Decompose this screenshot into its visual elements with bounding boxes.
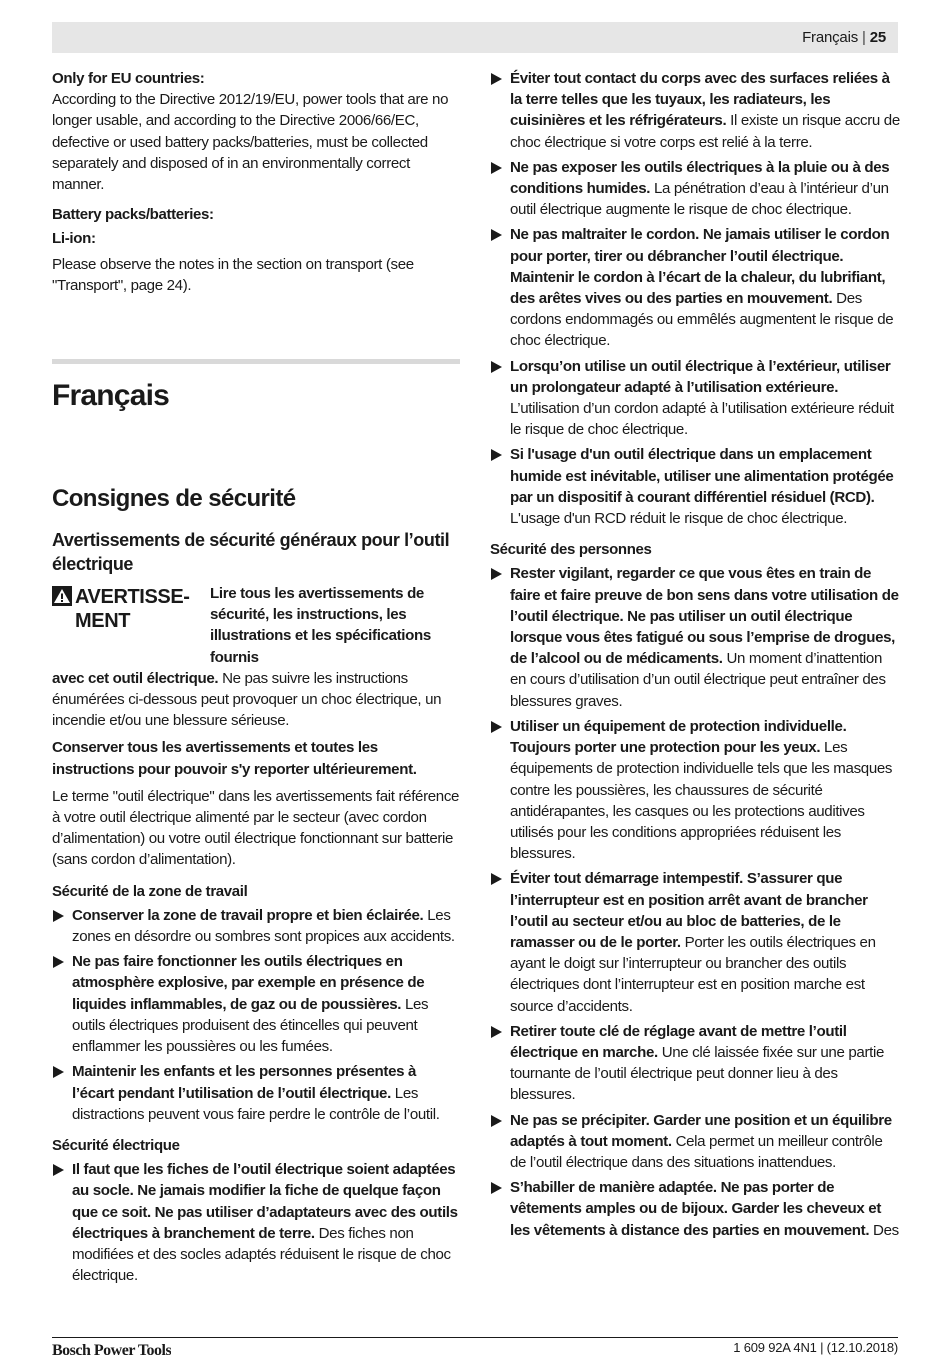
item-text: Cela permet un meilleur contrôle de l’outil électrique dans des situations inattendues. xyxy=(510,1132,883,1171)
item-bold: Éviter tout contact du corps avec des surfaces reliées à la terre telles que les tuyaux, les radiateurs, les cuisinières et les réfrigérateurs. xyxy=(510,70,890,130)
left-column xyxy=(52,68,460,1290)
bullet-icon xyxy=(491,568,502,580)
bullet-icon xyxy=(491,873,502,885)
item-bold: Lorsqu’on utilise un outil électrique à l’extérieur, utiliser un prolongateur adapté à l’utilisation extérieure. xyxy=(510,357,891,396)
item-text: Les outils électriques produisent des étincelles qui peuvent enflammer les poussières ou les fumées. xyxy=(72,995,429,1056)
bullet-icon xyxy=(491,1026,502,1038)
item-bold: Ne pas exposer les outils électriques à la pluie ou à des conditions humides. xyxy=(510,158,890,198)
work-area-title: Sécurité de la zone de travail xyxy=(52,882,248,900)
term-definition: Le terme "outil électrique" dans les avertissements fait référence à votre outil électrique alimenté par le secteur (avec cordon d’alimentation) ou votre outil électrique fonctionnant sur batterie (sans cordon d’alimentation). xyxy=(52,787,460,869)
section-divider xyxy=(52,359,460,364)
item-text: Les équipements de protection individuelle tels que les masques contre les poussières, les chaussures de sécurité antidérapantes, les casques ou les protections auditives utilisés pour les conditions appropriées réduisent les blessures. xyxy=(510,739,893,863)
item-text: Porter les outils électriques en ayant le doigt sur l’interrupteur ou brancher des outils électriques dont l’interrupteur est en position marche est source d’accidents. xyxy=(510,933,876,1015)
item-text: Les zones en désordre ou sombres sont propices aux accidents. xyxy=(72,906,455,946)
liion-text: Please observe the notes in the section on transport (see "Transport", page 24). xyxy=(52,255,414,294)
warning-paragraph xyxy=(52,668,460,732)
item-text: L'usage d'un RCD réduit le risque de choc électrique. xyxy=(510,510,848,528)
list-item xyxy=(490,563,900,711)
personal-title: Sécurité des personnes xyxy=(490,541,652,559)
bullet-icon xyxy=(491,721,502,733)
item-bold: Éviter tout démarrage intempestif. S’assurer que l’interrupteur est en position arrêt avant de brancher l’outil au secteur et/ou au bloc de batteries, de le ramasser ou de le porter. xyxy=(510,870,868,951)
page-header xyxy=(52,22,898,53)
warning-bold-text: Lire tous les avertissements de sécurité, les instructions, les illustrations et les spécifications fournis xyxy=(210,585,431,666)
bullet-icon xyxy=(53,956,64,968)
item-bold: Il faut que les fiches de l’outil électrique soient adaptées au socle. Ne jamais modifier la fiche de quelque façon que ce soit. Ne pas utiliser d’adaptateurs avec des outils électriques à branchement de terre. xyxy=(72,1161,458,1242)
item-text: Des xyxy=(873,1221,899,1239)
item-text: Des fiches non modifiées et des socles adaptés réduisent le risque de choc électrique. xyxy=(72,1224,451,1285)
item-bold: Conserver la zone de travail propre et bien éclairée. xyxy=(72,906,424,924)
electrical-title: Sécurité électrique xyxy=(52,1136,180,1154)
eu-title: Only for EU countries: xyxy=(52,70,205,87)
warning-bold-cont: avec cet outil électrique. xyxy=(52,669,219,687)
list-item xyxy=(490,157,900,221)
bullet-icon xyxy=(53,1164,64,1176)
keep-instructions: Conserver tous les avertissements et toutes les instructions pour pouvoir s'y reporter ultérieurement. xyxy=(52,739,417,778)
list-item xyxy=(490,1110,900,1174)
list-item xyxy=(490,444,900,529)
bullet-icon xyxy=(491,162,502,174)
item-bold: S’habiller de manière adaptée. Ne pas porter de vêtements amples ou de bijoux. Garder les cheveux et les vêtements à distance des parties en mouvement. xyxy=(510,1179,882,1239)
footer-divider xyxy=(52,1337,898,1338)
header-separator: | xyxy=(862,29,866,46)
item-bold: Utiliser un équipement de protection individuelle. Toujours porter une protection pour les yeux. xyxy=(510,717,847,757)
safety-title: Consignes de sécurité xyxy=(52,485,296,513)
item-text: L’utilisation d’un cordon adapté à l’utilisation extérieure réduit le risque de choc électrique. xyxy=(510,400,894,439)
bullet-icon xyxy=(491,229,502,241)
personal-list xyxy=(490,563,900,1240)
list-item xyxy=(490,716,900,864)
warning-text: Ne pas suivre les instructions énumérées ci-dessous peut provoquer un choc électrique, un incendie et/ou une blessure sérieuse. xyxy=(52,669,442,730)
warning-icon xyxy=(52,586,72,606)
footer-brand: Bosch Power Tools xyxy=(52,1342,172,1357)
item-text: Il existe un risque accru de choc électrique si votre corps est relié à la terre. xyxy=(510,112,900,151)
list-item xyxy=(490,356,900,441)
list-item xyxy=(490,224,900,351)
item-bold: Ne pas faire fonctionner les outils électriques en atmosphère explosive, par exemple en présence de liquides inflammables, de gaz ou de poussières. xyxy=(72,953,425,1013)
list-item xyxy=(52,1159,460,1286)
work-area-list xyxy=(52,905,460,1125)
item-text: Les distractions peuvent vous faire perdre le contrôle de l’outil. xyxy=(72,1084,440,1123)
list-item xyxy=(52,951,460,1057)
language-title: Français xyxy=(52,379,169,413)
list-item xyxy=(490,68,900,153)
electrical-list-cont xyxy=(490,68,900,529)
list-item xyxy=(52,1061,460,1125)
warning-label xyxy=(52,585,202,633)
item-bold: Ne pas se précipiter. Garder une position et un équilibre adaptés à tout moment. xyxy=(510,1111,892,1150)
bullet-icon xyxy=(491,1115,502,1127)
header-section: Français xyxy=(802,29,858,46)
list-item xyxy=(490,868,900,1016)
page-number: 25 xyxy=(869,29,886,46)
bullet-icon xyxy=(491,73,502,85)
list-item xyxy=(52,905,460,947)
item-bold: Rester vigilant, regarder ce que vous êtes en train de faire et faire preuve de bon sens dans votre utilisation de l’outil électrique. Ne pas utiliser un outil électrique lorsque vous êtes fatigué ou sous l’emprise de drogues, de l’alcool ou de médicaments. xyxy=(510,565,899,668)
item-text: Une clé laissée fixée sur une partie tournante de l’outil électrique peut donner lieu à des blessures. xyxy=(510,1043,885,1104)
item-bold: Retirer toute clé de réglage avant de mettre l’outil électrique en marche. xyxy=(510,1022,847,1061)
item-text: Des cordons endommagés ou emmêlés augmentent le risque de choc électrique. xyxy=(510,290,894,350)
item-bold: Ne pas maltraiter le cordon. Ne jamais utiliser le cordon pour porter, tirer ou débrancher l’outil électrique. Maintenir le cordon à l’écart de la chaleur, du lubrifiant, des arêtes vives ou des parties en mouvement. xyxy=(510,226,890,308)
list-item xyxy=(490,1021,900,1106)
bullet-icon xyxy=(491,361,502,373)
electrical-list xyxy=(52,1159,460,1286)
bullet-icon xyxy=(491,1182,502,1194)
warning-block xyxy=(52,583,460,668)
liion-title: Li-ion: xyxy=(52,230,96,248)
item-text: La pénétration d’eau à l’intérieur d’un outil électrique augmente le risque de choc électrique. xyxy=(510,180,889,219)
eu-text: According to the Directive 2012/19/EU, power tools that are no longer usable, and according to the Directive 2006/66/EC, defective or used battery packs/batteries, must be collected separately and disposed of in an environmentally correct manner. xyxy=(52,91,449,194)
right-column xyxy=(490,68,900,1245)
general-warnings-title: Avertissements de sécurité généraux pour l’outil électrique xyxy=(52,530,450,575)
item-text: Un moment d’inattention en cours d’utilisation d’un outil électrique peut entraîner des blessures graves. xyxy=(510,650,886,710)
warning-label-text: AVERTISSE- MENT xyxy=(75,586,190,633)
list-item xyxy=(490,1177,900,1241)
bullet-icon xyxy=(53,910,64,922)
battery-title: Battery packs/batteries: xyxy=(52,206,214,224)
item-bold: Maintenir les enfants et les personnes présentes à l’écart pendant l’utilisation de l’outil électrique. xyxy=(72,1063,417,1102)
bullet-icon xyxy=(491,449,502,461)
bullet-icon xyxy=(53,1066,64,1078)
footer-doc-ref: 1 609 92A 4N1 | (12.10.2018) xyxy=(733,1340,898,1355)
item-bold: Si l'usage d'un outil électrique dans un emplacement humide est inévitable, utiliser une alimentation protégée par un dispositif à courant différentiel résiduel (RCD). xyxy=(510,446,894,506)
